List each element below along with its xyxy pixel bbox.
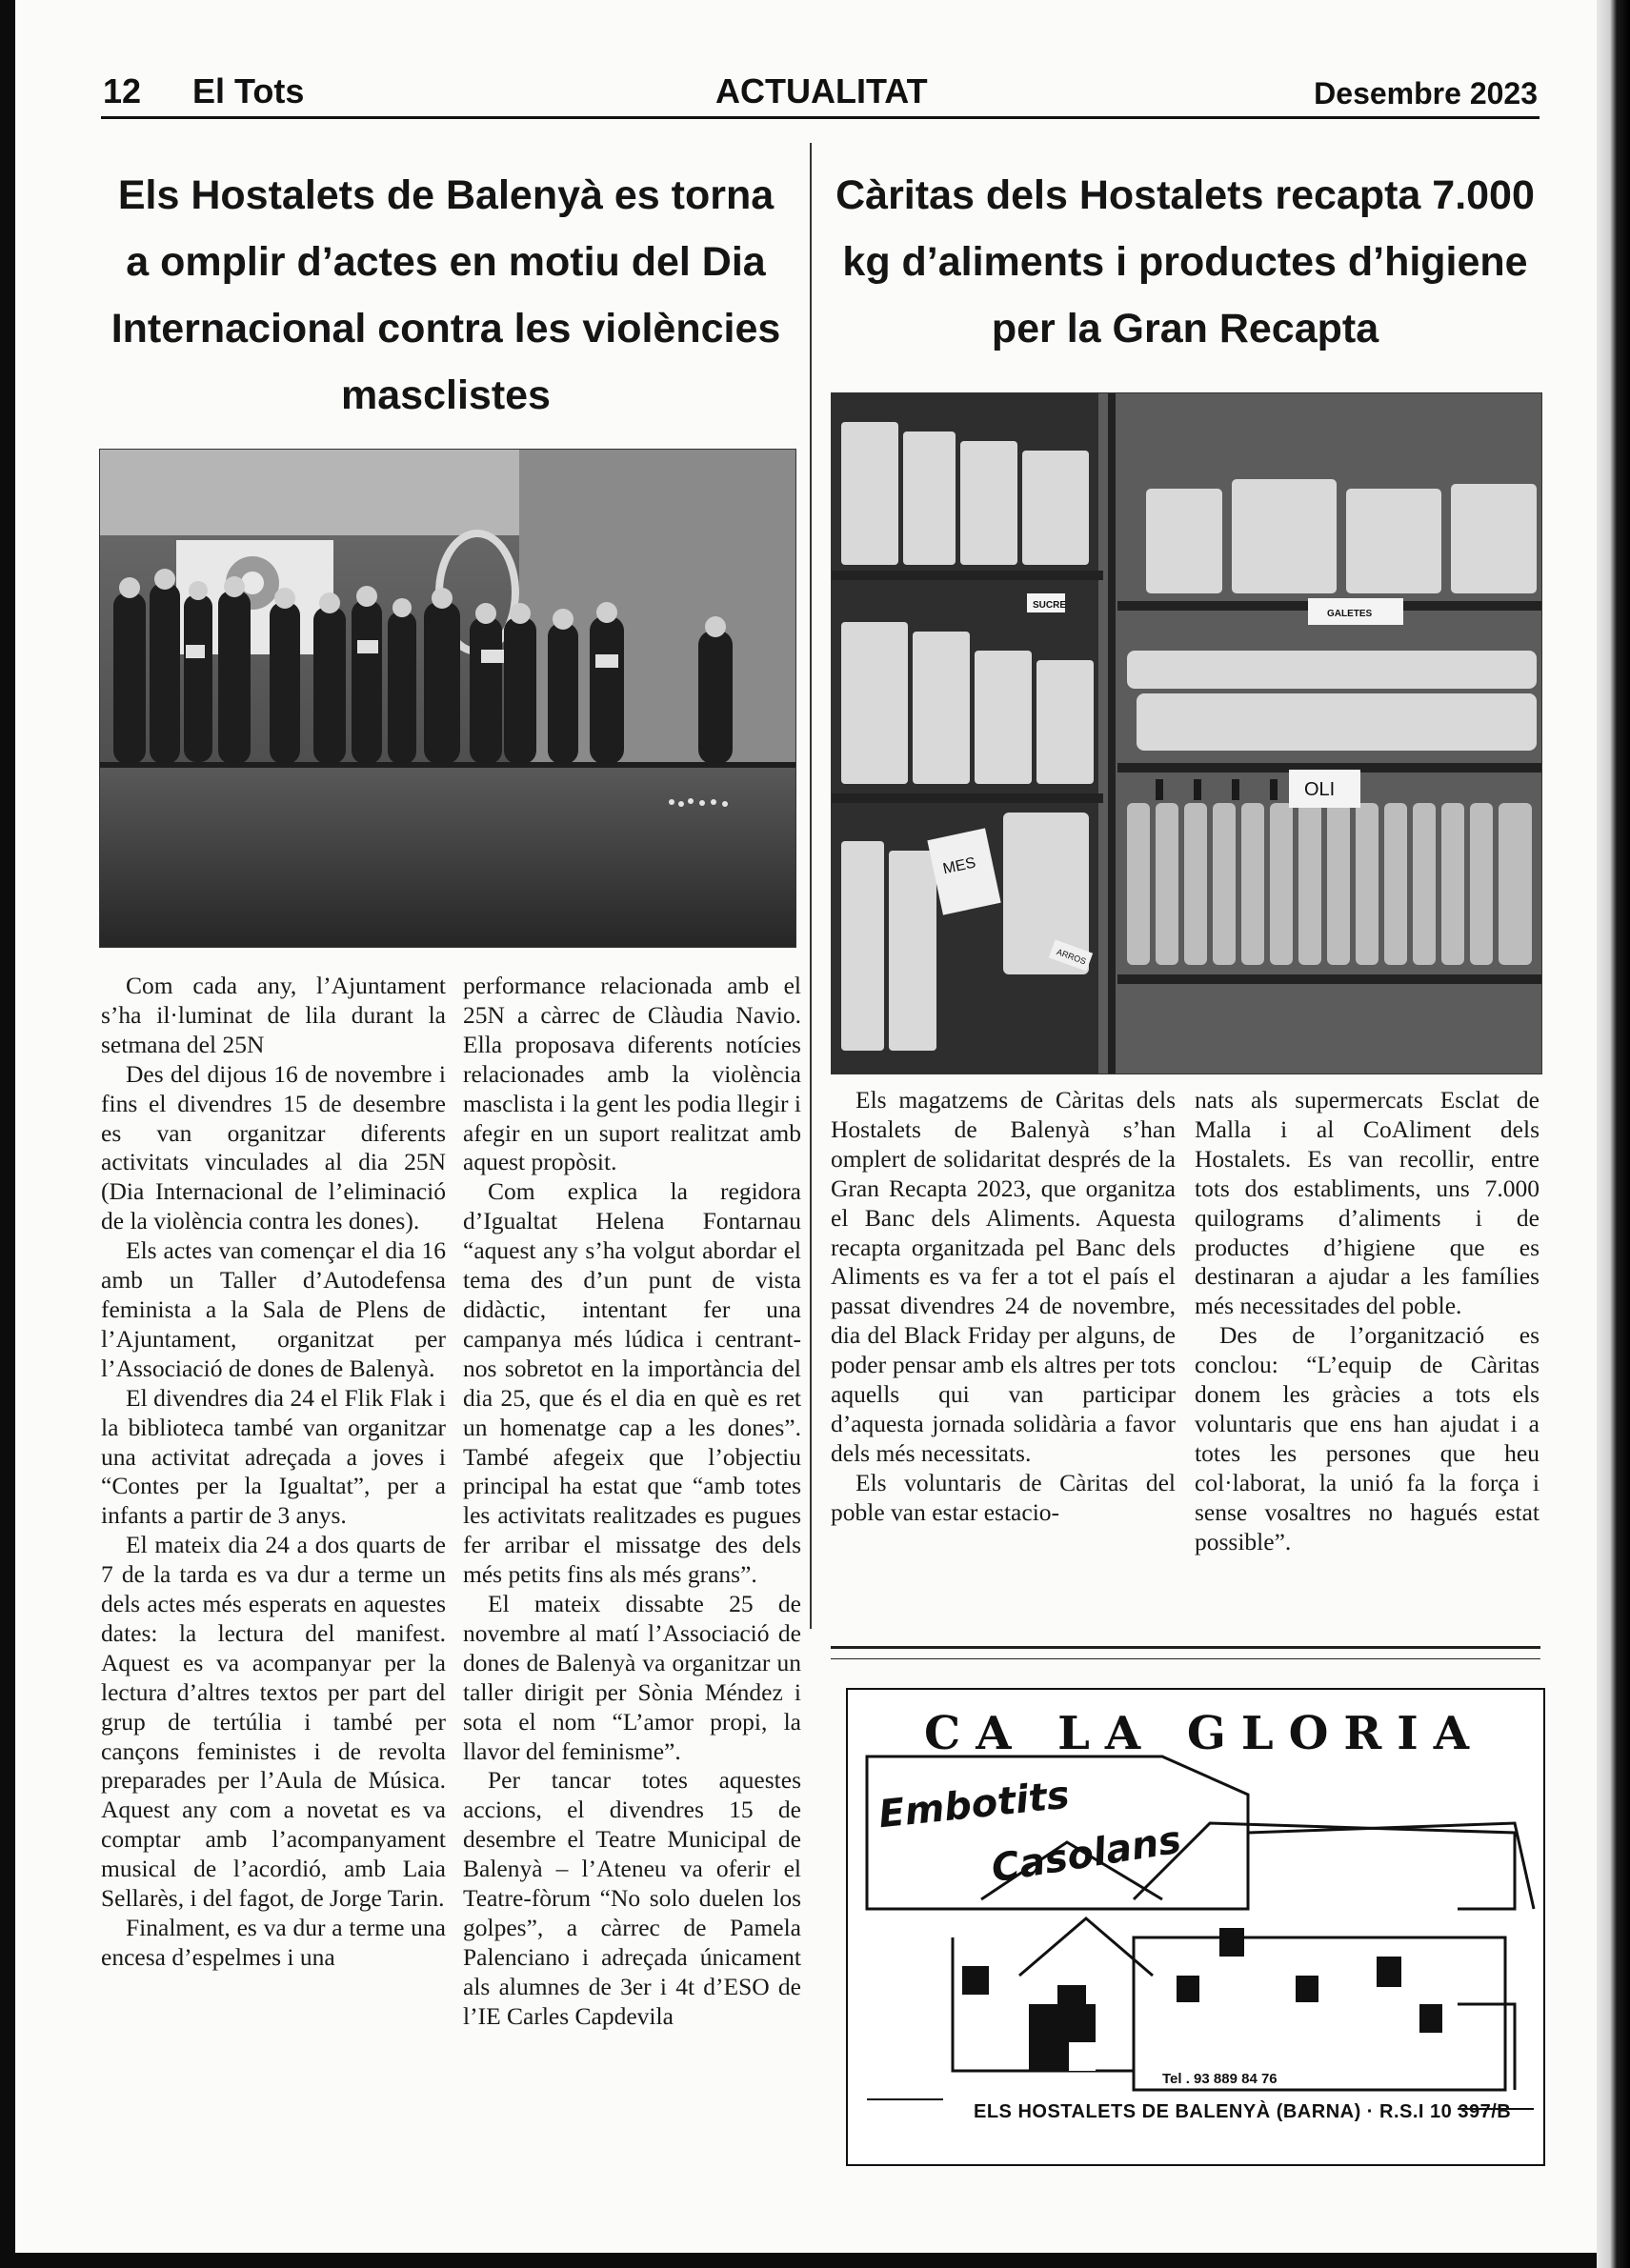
advert-subtitle: Embotits [876,1773,1072,1837]
right-article-column-2: nats als supermercats Esclat de Malla i al CoAliment dels Hostalets. Es van recollir, entre tots dos establiments, uns 7.000 quilograms d’aliments i de productes d’higiene que es destinaran a ajudar a les famílies més necessitades del poble. Des de l’organització es conclou: “L’equip de Càritas donem les gràcies a tots els voluntaris que ens han ajudat i a totes les persones que heu col·laborat, la unió fa la força i sense vosaltres no hagués estat possible”. [1195,1086,1539,1555]
paragraph: El mateix dissabte 25 de novembre al matí l’Associació de dones de Balenyà va organitzar un taller dirigit per Sònia Méndez i sota el nom “L’amor propi, la llavor del feminisme”. [463,1590,801,1765]
section-title: ACTUALITAT [715,71,928,110]
label-oli: OLI [1304,779,1336,800]
left-article-column-1 [101,972,446,2172]
label-sucre: SUCRE [1033,600,1067,611]
farmhouse-drawing [848,1690,1543,2164]
publication-name: El Tots [192,71,305,110]
label-mes: MES [941,854,977,878]
issue-date: Desembre 2023 [1314,76,1538,110]
paragraph: El divendres dia 24 el Flik Flak i la biblioteca també van organitzar una activitat adreçada a joves i “Contes per la Igualtat”, per a infants a partir de 3 anys. [101,1383,446,1530]
paragraph: Com explica la regidora d’Igualtat Helena Fontarnau “aquest any s’ha volgut abordar el tema des d’un punt de vista didàctic, intentant fer una campanya més lúdica i centrant-nos sobretot en la importància del dia 25, que és el dia en què es ret un homenatge cap a les dones”. També afegeix que l’objectiu principal ha estat que “amb totes les activitats realitzades es pugues fer arribar el missatge des dels més petits fins als més grans”. [463,1177,801,1589]
label-galetes: GALETES [1327,609,1373,619]
paragraph: Com cada any, l’Ajuntament s’ha il·luminat de lila durant la setmana del 25N [101,972,446,1058]
left-article-column-2: performance relacionada amb el 25N a càrrec de Clàudia Navio. Ella proposava diferents notícies relacionades amb la violència masclista i la gent les podia llegir i afegir en un suport realitzat amb aquest propòsit. Com explica la regidora d’Igualtat Helena Fontarnau “aquest any s’ha volgut abordar el tema des d’un punt de vista didàctic, intentant fer una campanya més lúdica i centrant-nos sobretot en la importància del dia 25, que és el dia en què es ret un homenatge cap a les dones”. També afegeix que l’objectiu principal ha estat que “amb totes les activitats realitzades es pugues fer arribar el missatge des dels més petits fins als més grans”. El mateix dissabte 25 de novembre al matí l’Associació de dones de Balenyà va organitzar un taller dirigit per Sònia Méndez i sota el nom “L’amor propi, la llavor del feminisme”. Per tancar totes aquestes accions, el divendres 15 de desembre el Teatre Municipal de Balenyà – l’Ateneu va oferir el Teatre-fòrum “No solo duelen los golpes”, a càrrec de Pamela Palenciano i adreçada únicament als alumnes de 3er i 4t d’ESO de l’IE Carles Capdevila [463,972,801,2030]
paragraph: El mateix dia 24 a dos quarts de 7 de la tarda es va dur a terme un dels actes més esperats en aquestes dates: la lectura del manifest. Aquest es va acompanyar per la lectura d’altres textos per part del grup de tertúlia i també per cançons feministes i de revolta preparades per l’Aula de Música. Aquest any com a novetat es va comptar amb l’acompanyament musical de l’acordió, amb Laia Sellarès, i del fagot, de Jorge Tarin. [101,1531,446,1913]
right-headline: Càritas dels Hostalets recapta 7.000 kg d’aliments i productes d’higiene per la Gran Recapta [835,172,1535,351]
advert-subtitle: Casolans [988,1817,1184,1892]
left-headline: Els Hostalets de Balenyà es torna a omplir d’actes en motiu del Dia Internacional contra les violències masclistes [111,172,781,418]
right-article-column-1: Els magatzems de Càritas dels Hostalets de Balenyà s’han omplert de solidaritat després de la Gran Recapta 2023, que organitza el Banc dels Aliments. Aquesta recapta organitzada pel Banc dels Aliments es va fer a tot el país el passat divendres 24 de novembre, dia del Black Friday per alguns, de poder pensar amb els altres per tots aquells qui van participar d’aquesta jornada solidària a favor dels més necessitats. Els voluntaris de Càritas del poble van estar estacio- [831,1086,1176,1526]
scan-edge [1597,0,1630,2268]
newspaper-page [15,0,1597,2253]
paragraph: Per tancar totes aquestes accions, el divendres 15 de desembre el Teatre Municipal de Balenyà – l’Ateneu va oferir el Teatre-fòrum “No solo duelen los golpes”, a càrrec de Pamela Palenciano i adreçada únicament als alumnes de 3er i 4t d’ESO de l’IE Carles Capdevila [463,1766,801,2030]
paragraph: Des del dijous 16 de novembre i fins el divendres 15 de desembre es van organitzar diferents activitats vinculades al dia 25N (Dia Internacional de l’eliminació de la violència contra les dones). [101,1059,446,1235]
page-number: 12 [103,71,142,110]
advertisement [846,1688,1545,2166]
paragraph-start: Finalment, es va dur a terme una encesa d’espelmes i una [101,1914,446,1971]
column-divider [810,143,812,1629]
advert-phone: Tel . 93 889 84 76 [1162,2071,1278,2087]
header-rule [101,116,1539,119]
advert-rule [831,1646,1540,1659]
paragraph: Els actes van començar el dia 16 amb un Taller d’Autodefensa feminista a la Sala de Plens de l’Ajuntament, organitzat per l’Associació de dones de Balenyà. [101,1236,446,1382]
manifest-reading-photo [99,449,796,948]
advert-title: CA LA GLORIA [924,1707,1484,1760]
advert-address: ELS HOSTALETS DE BALENYÀ (BARNA) · R.S.I 10 397/B [974,2101,1512,2122]
food-storage-photo [831,392,1542,1074]
paragraph: Els magatzems de Càritas dels Hostalets de Balenyà s’han omplert de solidaritat després de la Gran Recapta 2023, que organitza el Banc dels Aliments. Aquesta recapta organitzada pel Banc dels Aliments es va fer a tot el país el passat divendres 24 de novembre, dia del Black Friday per alguns, de poder pensar amb els altres per tots aquells qui van participar d’aquesta jornada solidària a favor dels més necessitats. [831,1086,1176,1467]
paragraph: Des de l’organització es conclou: “L’equip de Càritas donem les gràcies a tots els voluntaris que ens han ajudat i a totes les persones que heu col·laborat, la unió fa la força i sense vosaltres no hagués estat possible”. [1195,1321,1539,1555]
label-arros: ARROS [1055,947,1088,967]
